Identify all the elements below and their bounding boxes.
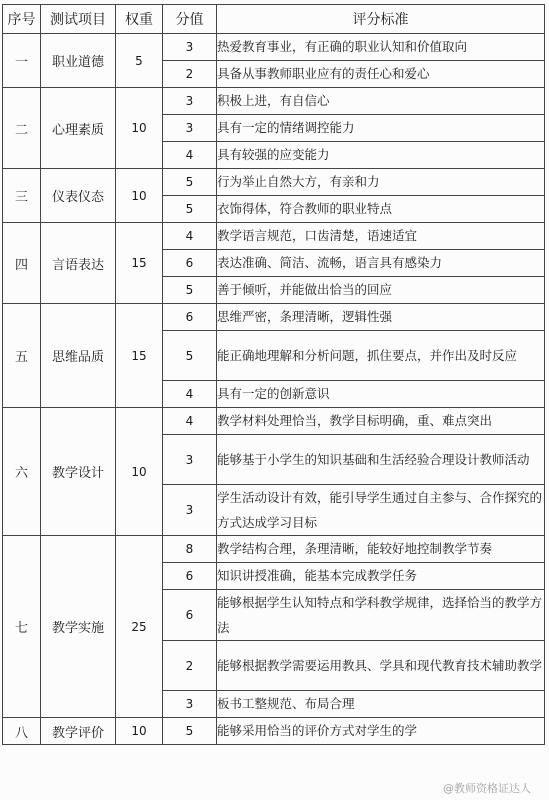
test-item: 仪表仪态 (41, 169, 116, 223)
weight-value: 5 (116, 34, 163, 88)
criteria-text: 行为举止自然大方，有亲和力 (217, 169, 545, 196)
criteria-text: 能够根据学生认知特点和学科教学规律，选择恰当的教学方法 (217, 590, 545, 641)
criteria-text: 能正确地理解和分析问题，抓住要点，并作出及时反应 (217, 331, 545, 381)
criteria-text: 板书工整规范、布局合理 (217, 691, 545, 718)
table-row (3, 304, 545, 331)
score-value: 3 (163, 435, 217, 485)
test-item: 心理素质 (41, 88, 116, 169)
criteria-text: 热爱教育事业，有正确的职业认知和价值取向 (217, 34, 545, 61)
criteria-text: 具有较强的应变能力 (217, 142, 545, 169)
score-value: 6 (163, 304, 217, 331)
table-row (3, 536, 545, 563)
score-value: 3 (163, 115, 217, 142)
table-body (3, 34, 545, 745)
header-score: 分值 (163, 5, 217, 34)
score-value: 5 (163, 196, 217, 223)
weight-value: 10 (116, 169, 163, 223)
table-row (3, 718, 545, 745)
criteria-text: 衣饰得体，符合教师的职业特点 (217, 196, 545, 223)
section-index: 三 (3, 169, 41, 223)
section-index: 七 (3, 536, 41, 718)
score-value: 5 (163, 169, 217, 196)
header-weight: 权重 (116, 5, 163, 34)
score-value: 5 (163, 277, 217, 304)
score-value: 3 (163, 34, 217, 61)
scoring-table (2, 4, 545, 745)
test-item: 教学实施 (41, 536, 116, 718)
weight-value: 10 (116, 88, 163, 169)
score-value: 6 (163, 590, 217, 641)
score-value: 4 (163, 381, 217, 408)
score-value: 3 (163, 485, 217, 536)
header-row (3, 5, 545, 34)
criteria-text: 教学语言规范，口齿清楚，语速适宜 (217, 223, 545, 250)
section-index: 五 (3, 304, 41, 408)
score-value: 5 (163, 718, 217, 745)
score-value: 8 (163, 536, 217, 563)
header-item: 测试项目 (41, 5, 116, 34)
test-item: 教学评价 (41, 718, 116, 745)
score-value: 4 (163, 142, 217, 169)
table-row (3, 223, 545, 250)
test-item: 职业道德 (41, 34, 116, 88)
score-value: 2 (163, 641, 217, 691)
criteria-text: 善于倾听，并能做出恰当的回应 (217, 277, 545, 304)
weight-value: 15 (116, 223, 163, 304)
weight-value: 10 (116, 408, 163, 536)
section-index: 二 (3, 88, 41, 169)
test-item: 言语表达 (41, 223, 116, 304)
criteria-text: 教学结构合理，条理清晰，能较好地控制教学节奏 (217, 536, 545, 563)
criteria-text: 学生活动设计有效，能引导学生通过自主参与、合作探究的方式达成学习目标 (217, 485, 545, 536)
score-value: 6 (163, 250, 217, 277)
header-index: 序号 (3, 5, 41, 34)
table-row (3, 408, 545, 435)
table-row (3, 34, 545, 61)
criteria-text: 积极上进，有自信心 (217, 88, 545, 115)
criteria-text: 具有一定的创新意识 (217, 381, 545, 408)
table-row (3, 88, 545, 115)
header-criteria: 评分标准 (217, 5, 545, 34)
criteria-text: 具有一定的情绪调控能力 (217, 115, 545, 142)
criteria-text: 具备从事教师职业应有的责任心和爱心 (217, 61, 545, 88)
section-index: 八 (3, 718, 41, 745)
criteria-text: 教学材料处理恰当，教学目标明确，重、难点突出 (217, 408, 545, 435)
score-value: 4 (163, 408, 217, 435)
weight-value: 15 (116, 304, 163, 408)
score-value: 5 (163, 331, 217, 381)
score-value: 6 (163, 563, 217, 590)
criteria-text: 能够基于小学生的知识基础和生活经验合理设计教师活动 (217, 435, 545, 485)
criteria-text: 思维严密，条理清晰，逻辑性强 (217, 304, 545, 331)
criteria-text: 能够根据教学需要运用教具、学具和现代教育技术辅助教学 (217, 641, 545, 691)
table-row (3, 169, 545, 196)
score-value: 2 (163, 61, 217, 88)
section-index: 四 (3, 223, 41, 304)
criteria-text: 知识讲授准确，能基本完成教学任务 (217, 563, 545, 590)
watermark-text: @教师资格证达人 (443, 782, 531, 795)
weight-value: 10 (116, 718, 163, 745)
score-value: 3 (163, 88, 217, 115)
weight-value: 25 (116, 536, 163, 718)
test-item: 教学设计 (41, 408, 116, 536)
criteria-text: 表达准确、简洁、流畅，语言具有感染力 (217, 250, 545, 277)
section-index: 六 (3, 408, 41, 536)
criteria-text: 能够采用恰当的评价方式对学生的学 (217, 718, 545, 745)
score-value: 4 (163, 223, 217, 250)
score-value: 3 (163, 691, 217, 718)
section-index: 一 (3, 34, 41, 88)
test-item: 思维品质 (41, 304, 116, 408)
